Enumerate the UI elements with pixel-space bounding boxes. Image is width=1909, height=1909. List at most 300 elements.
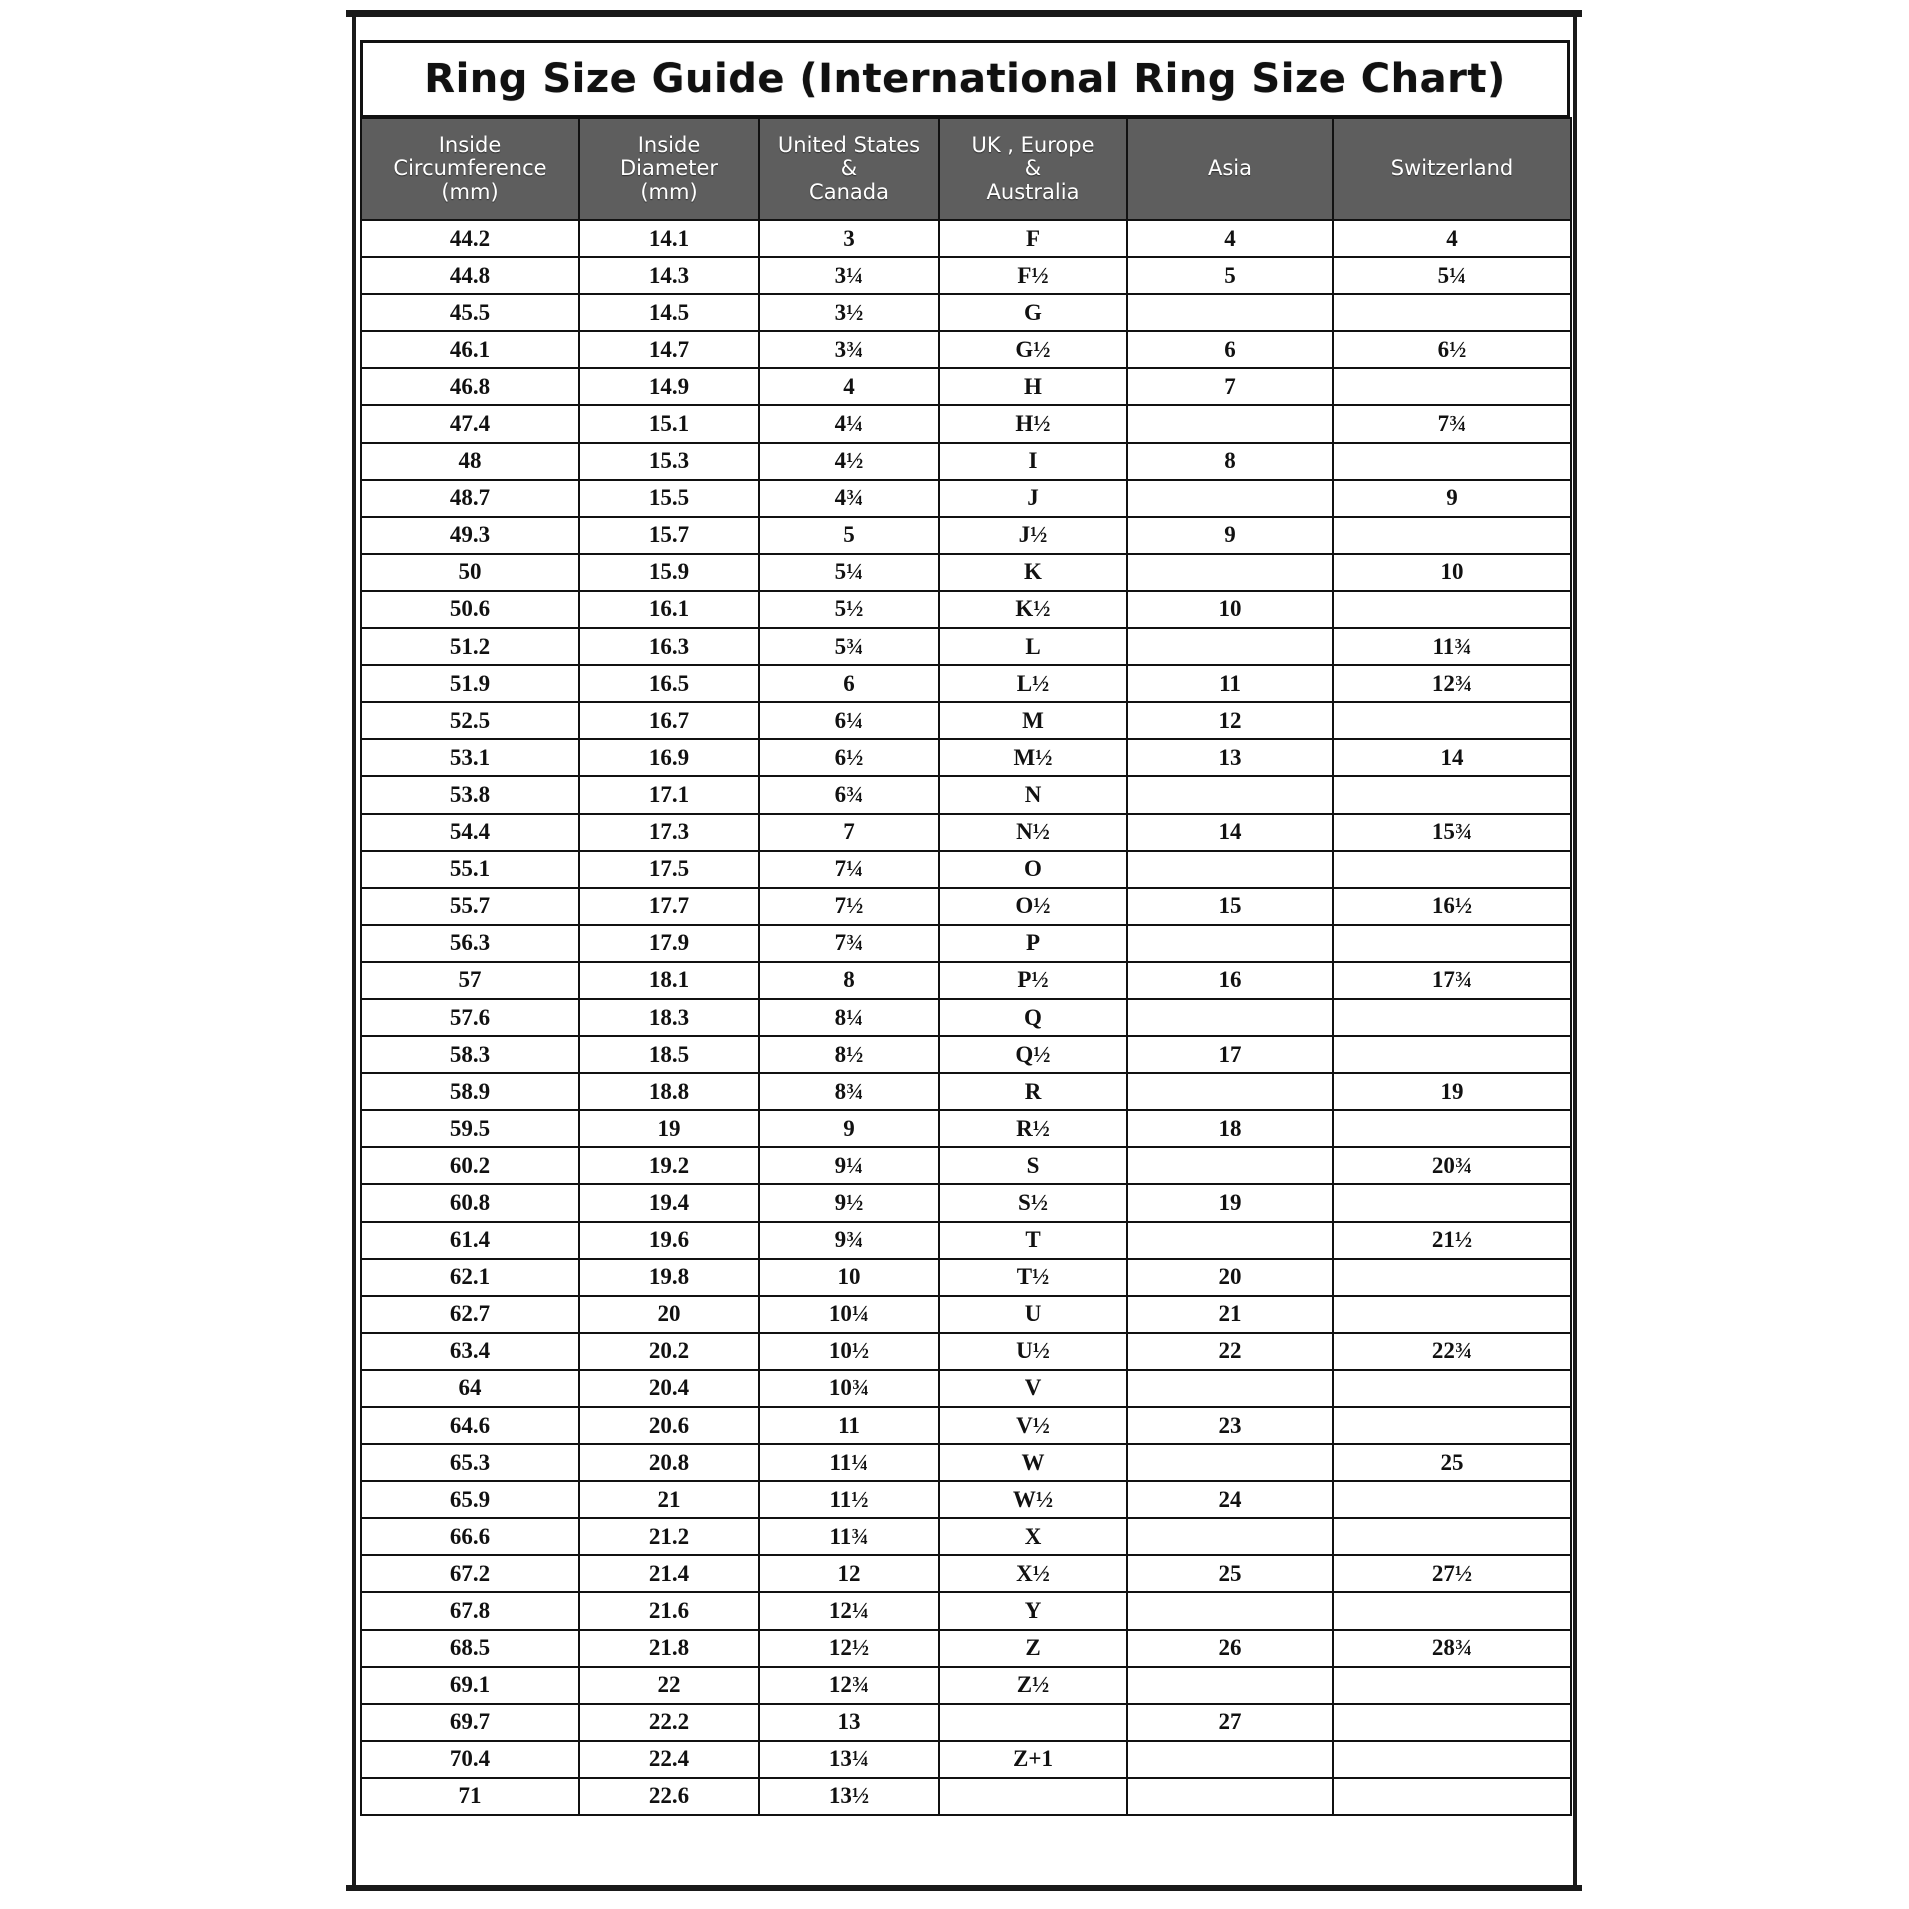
cell-inside-diameter: 19.8 <box>579 1259 759 1296</box>
cell-inside-diameter: 19.6 <box>579 1222 759 1259</box>
cell-asia: 16 <box>1127 962 1333 999</box>
cell-asia: 14 <box>1127 814 1333 851</box>
cell-us-canada: 8¼ <box>759 999 939 1036</box>
cell-asia <box>1127 1667 1333 1704</box>
column-header-us-canada: United States & Canada <box>759 118 939 220</box>
cell-switzerland: 17¾ <box>1333 962 1571 999</box>
cell-asia: 20 <box>1127 1259 1333 1296</box>
cell-asia: 4 <box>1127 220 1333 257</box>
cell-switzerland <box>1333 1296 1571 1333</box>
cell-switzerland <box>1333 591 1571 628</box>
cell-inside-diameter: 20.8 <box>579 1444 759 1481</box>
cell-us-canada: 9 <box>759 1110 939 1147</box>
table-row <box>361 294 1571 331</box>
cell-uk-europe-australia: Z+1 <box>939 1741 1127 1778</box>
cell-switzerland: 14 <box>1333 739 1571 776</box>
cell-inside-circumference: 56.3 <box>361 925 579 962</box>
table-row <box>361 517 1571 554</box>
cell-inside-circumference: 66.6 <box>361 1518 579 1555</box>
cell-switzerland <box>1333 1667 1571 1704</box>
cell-uk-europe-australia: R <box>939 1073 1127 1110</box>
cell-uk-europe-australia: Y <box>939 1592 1127 1629</box>
cell-asia: 9 <box>1127 517 1333 554</box>
cell-uk-europe-australia: K <box>939 554 1127 591</box>
cell-switzerland: 28¾ <box>1333 1630 1571 1667</box>
cell-uk-europe-australia: V½ <box>939 1407 1127 1444</box>
cell-inside-circumference: 46.1 <box>361 331 579 368</box>
cell-inside-circumference: 46.8 <box>361 368 579 405</box>
cell-inside-circumference: 67.2 <box>361 1555 579 1592</box>
cell-us-canada: 3¼ <box>759 257 939 294</box>
cell-inside-diameter: 22.2 <box>579 1704 759 1741</box>
cell-us-canada: 7 <box>759 814 939 851</box>
table-row <box>361 1555 1571 1592</box>
table-row <box>361 1444 1571 1481</box>
cell-asia <box>1127 1592 1333 1629</box>
table-header-row <box>361 118 1571 220</box>
cell-switzerland: 10 <box>1333 554 1571 591</box>
table-row <box>361 1704 1571 1741</box>
cell-asia: 11 <box>1127 665 1333 702</box>
cell-us-canada: 3½ <box>759 294 939 331</box>
cell-inside-diameter: 21 <box>579 1481 759 1518</box>
table-row <box>361 665 1571 702</box>
cell-us-canada: 10½ <box>759 1333 939 1370</box>
cell-us-canada: 7½ <box>759 888 939 925</box>
cell-uk-europe-australia: K½ <box>939 591 1127 628</box>
cell-uk-europe-australia: Q <box>939 999 1127 1036</box>
cell-inside-diameter: 22 <box>579 1667 759 1704</box>
cell-inside-circumference: 57.6 <box>361 999 579 1036</box>
cell-us-canada: 3 <box>759 220 939 257</box>
cell-switzerland: 5¼ <box>1333 257 1571 294</box>
cell-uk-europe-australia: R½ <box>939 1110 1127 1147</box>
cell-us-canada: 4¾ <box>759 480 939 517</box>
cell-us-canada: 13¼ <box>759 1741 939 1778</box>
cell-switzerland <box>1333 925 1571 962</box>
cell-asia: 18 <box>1127 1110 1333 1147</box>
cell-uk-europe-australia: Z½ <box>939 1667 1127 1704</box>
cell-inside-diameter: 22.4 <box>579 1741 759 1778</box>
cell-inside-diameter: 16.9 <box>579 739 759 776</box>
cell-us-canada: 11½ <box>759 1481 939 1518</box>
table-row <box>361 1296 1571 1333</box>
cell-inside-circumference: 48 <box>361 443 579 480</box>
cell-switzerland: 7¾ <box>1333 405 1571 442</box>
cell-inside-diameter: 16.5 <box>579 665 759 702</box>
cell-asia: 22 <box>1127 1333 1333 1370</box>
cell-inside-diameter: 15.7 <box>579 517 759 554</box>
cell-asia: 27 <box>1127 1704 1333 1741</box>
cell-us-canada: 5 <box>759 517 939 554</box>
cell-asia <box>1127 554 1333 591</box>
table-row <box>361 405 1571 442</box>
table-row <box>361 1630 1571 1667</box>
cell-uk-europe-australia: O½ <box>939 888 1127 925</box>
cell-inside-circumference: 62.7 <box>361 1296 579 1333</box>
cell-asia <box>1127 1778 1333 1815</box>
table-row <box>361 702 1571 739</box>
cell-asia <box>1127 405 1333 442</box>
cell-us-canada: 10 <box>759 1259 939 1296</box>
cell-inside-diameter: 14.3 <box>579 257 759 294</box>
table-row <box>361 1147 1571 1184</box>
cell-uk-europe-australia: X½ <box>939 1555 1127 1592</box>
cell-asia: 15 <box>1127 888 1333 925</box>
cell-inside-circumference: 62.1 <box>361 1259 579 1296</box>
cell-inside-circumference: 53.8 <box>361 776 579 813</box>
table-row <box>361 554 1571 591</box>
page-left-edge <box>352 16 356 1886</box>
cell-asia <box>1127 999 1333 1036</box>
cell-us-canada: 4 <box>759 368 939 405</box>
cell-switzerland <box>1333 851 1571 888</box>
cell-inside-diameter: 15.1 <box>579 405 759 442</box>
cell-us-canada: 6½ <box>759 739 939 776</box>
table-row <box>361 1259 1571 1296</box>
cell-switzerland <box>1333 1481 1571 1518</box>
cell-switzerland <box>1333 1741 1571 1778</box>
cell-inside-diameter: 18.5 <box>579 1036 759 1073</box>
table-row <box>361 480 1571 517</box>
table-row <box>361 220 1571 257</box>
cell-inside-diameter: 15.3 <box>579 443 759 480</box>
cell-switzerland <box>1333 1259 1571 1296</box>
cell-us-canada: 4¼ <box>759 405 939 442</box>
cell-asia: 6 <box>1127 331 1333 368</box>
cell-uk-europe-australia: M <box>939 702 1127 739</box>
cell-inside-circumference: 55.7 <box>361 888 579 925</box>
cell-asia <box>1127 1222 1333 1259</box>
table-body <box>361 220 1571 1815</box>
cell-inside-diameter: 22.6 <box>579 1778 759 1815</box>
cell-inside-circumference: 50.6 <box>361 591 579 628</box>
cell-asia <box>1127 776 1333 813</box>
table-row <box>361 925 1571 962</box>
table-row <box>361 1592 1571 1629</box>
cell-inside-diameter: 20.4 <box>579 1370 759 1407</box>
cell-switzerland <box>1333 1704 1571 1741</box>
cell-switzerland: 25 <box>1333 1444 1571 1481</box>
cell-asia <box>1127 1518 1333 1555</box>
column-header-switzerland: Switzerland <box>1333 118 1571 220</box>
cell-inside-circumference: 53.1 <box>361 739 579 776</box>
cell-uk-europe-australia: V <box>939 1370 1127 1407</box>
cell-inside-diameter: 18.8 <box>579 1073 759 1110</box>
cell-inside-diameter: 14.9 <box>579 368 759 405</box>
cell-switzerland: 11¾ <box>1333 628 1571 665</box>
cell-asia: 25 <box>1127 1555 1333 1592</box>
cell-inside-circumference: 51.9 <box>361 665 579 702</box>
cell-inside-circumference: 64.6 <box>361 1407 579 1444</box>
cell-inside-circumference: 50 <box>361 554 579 591</box>
cell-inside-diameter: 21.2 <box>579 1518 759 1555</box>
cell-inside-circumference: 63.4 <box>361 1333 579 1370</box>
cell-uk-europe-australia: U <box>939 1296 1127 1333</box>
cell-us-canada: 6 <box>759 665 939 702</box>
cell-uk-europe-australia: P½ <box>939 962 1127 999</box>
table-row <box>361 628 1571 665</box>
cell-inside-diameter: 16.3 <box>579 628 759 665</box>
table-row <box>361 1481 1571 1518</box>
cell-inside-circumference: 52.5 <box>361 702 579 739</box>
cell-inside-circumference: 64 <box>361 1370 579 1407</box>
cell-us-canada: 11¾ <box>759 1518 939 1555</box>
page-right-edge <box>1573 16 1577 1886</box>
cell-inside-circumference: 51.2 <box>361 628 579 665</box>
table-row <box>361 1407 1571 1444</box>
page-title: Ring Size Guide (International Ring Size Chart) <box>424 56 1506 102</box>
ring-size-chart <box>360 40 1570 1816</box>
cell-switzerland: 6½ <box>1333 331 1571 368</box>
cell-asia <box>1127 294 1333 331</box>
cell-inside-diameter: 21.8 <box>579 1630 759 1667</box>
cell-asia: 17 <box>1127 1036 1333 1073</box>
cell-switzerland: 12¾ <box>1333 665 1571 702</box>
table-row <box>361 962 1571 999</box>
table-row <box>361 1741 1571 1778</box>
cell-switzerland <box>1333 702 1571 739</box>
cell-switzerland <box>1333 294 1571 331</box>
table-row <box>361 591 1571 628</box>
cell-asia: 7 <box>1127 368 1333 405</box>
cell-asia <box>1127 1147 1333 1184</box>
ring-size-table <box>360 117 1572 1816</box>
cell-inside-diameter: 21.6 <box>579 1592 759 1629</box>
page-bottom-rule <box>346 1885 1582 1891</box>
cell-switzerland: 9 <box>1333 480 1571 517</box>
cell-switzerland <box>1333 517 1571 554</box>
cell-asia: 23 <box>1127 1407 1333 1444</box>
cell-inside-diameter: 21.4 <box>579 1555 759 1592</box>
cell-switzerland: 19 <box>1333 1073 1571 1110</box>
cell-asia <box>1127 1741 1333 1778</box>
cell-us-canada: 6¼ <box>759 702 939 739</box>
cell-asia <box>1127 1073 1333 1110</box>
cell-switzerland <box>1333 1110 1571 1147</box>
cell-asia: 5 <box>1127 257 1333 294</box>
table-row <box>361 888 1571 925</box>
cell-uk-europe-australia: F <box>939 220 1127 257</box>
cell-inside-circumference: 58.3 <box>361 1036 579 1073</box>
cell-uk-europe-australia: L <box>939 628 1127 665</box>
cell-switzerland: 4 <box>1333 220 1571 257</box>
cell-uk-europe-australia: M½ <box>939 739 1127 776</box>
cell-us-canada: 8½ <box>759 1036 939 1073</box>
cell-asia: 26 <box>1127 1630 1333 1667</box>
cell-us-canada: 9½ <box>759 1184 939 1221</box>
cell-us-canada: 3¾ <box>759 331 939 368</box>
cell-uk-europe-australia: H <box>939 368 1127 405</box>
cell-switzerland <box>1333 1407 1571 1444</box>
cell-inside-circumference: 70.4 <box>361 1741 579 1778</box>
cell-inside-diameter: 17.1 <box>579 776 759 813</box>
cell-asia <box>1127 480 1333 517</box>
cell-inside-diameter: 20.6 <box>579 1407 759 1444</box>
cell-switzerland: 21½ <box>1333 1222 1571 1259</box>
cell-asia: 19 <box>1127 1184 1333 1221</box>
cell-uk-europe-australia: W <box>939 1444 1127 1481</box>
cell-inside-circumference: 71 <box>361 1778 579 1815</box>
cell-inside-diameter: 17.3 <box>579 814 759 851</box>
cell-inside-diameter: 19 <box>579 1110 759 1147</box>
cell-us-canada: 9¼ <box>759 1147 939 1184</box>
cell-inside-diameter: 19.2 <box>579 1147 759 1184</box>
cell-uk-europe-australia: H½ <box>939 405 1127 442</box>
cell-inside-circumference: 60.8 <box>361 1184 579 1221</box>
table-row <box>361 1036 1571 1073</box>
cell-switzerland <box>1333 368 1571 405</box>
cell-inside-diameter: 18.3 <box>579 999 759 1036</box>
cell-us-canada: 12½ <box>759 1630 939 1667</box>
cell-inside-circumference: 55.1 <box>361 851 579 888</box>
cell-asia: 21 <box>1127 1296 1333 1333</box>
cell-uk-europe-australia: J <box>939 480 1127 517</box>
cell-uk-europe-australia: J½ <box>939 517 1127 554</box>
cell-inside-circumference: 47.4 <box>361 405 579 442</box>
table-row <box>361 776 1571 813</box>
cell-us-canada: 5½ <box>759 591 939 628</box>
cell-inside-circumference: 58.9 <box>361 1073 579 1110</box>
cell-inside-circumference: 61.4 <box>361 1222 579 1259</box>
cell-us-canada: 11¼ <box>759 1444 939 1481</box>
cell-inside-circumference: 65.9 <box>361 1481 579 1518</box>
cell-uk-europe-australia: P <box>939 925 1127 962</box>
page-top-rule <box>346 10 1582 17</box>
cell-uk-europe-australia: Q½ <box>939 1036 1127 1073</box>
cell-inside-circumference: 69.1 <box>361 1667 579 1704</box>
cell-uk-europe-australia <box>939 1778 1127 1815</box>
table-row <box>361 1518 1571 1555</box>
column-header-inside-circumference: Inside Circumference (mm) <box>361 118 579 220</box>
cell-us-canada: 5¼ <box>759 554 939 591</box>
table-row <box>361 1333 1571 1370</box>
cell-switzerland: 16½ <box>1333 888 1571 925</box>
cell-inside-diameter: 20 <box>579 1296 759 1333</box>
cell-us-canada: 12 <box>759 1555 939 1592</box>
cell-switzerland <box>1333 1518 1571 1555</box>
cell-switzerland: 15¾ <box>1333 814 1571 851</box>
cell-asia: 24 <box>1127 1481 1333 1518</box>
cell-inside-diameter: 15.5 <box>579 480 759 517</box>
table-header <box>361 118 1571 220</box>
cell-switzerland: 27½ <box>1333 1555 1571 1592</box>
cell-inside-diameter: 15.9 <box>579 554 759 591</box>
cell-asia: 13 <box>1127 739 1333 776</box>
cell-inside-diameter: 16.7 <box>579 702 759 739</box>
table-row <box>361 257 1571 294</box>
cell-inside-diameter: 14.1 <box>579 220 759 257</box>
cell-inside-diameter: 16.1 <box>579 591 759 628</box>
cell-uk-europe-australia: X <box>939 1518 1127 1555</box>
cell-asia: 10 <box>1127 591 1333 628</box>
table-row <box>361 1778 1571 1815</box>
cell-uk-europe-australia: W½ <box>939 1481 1127 1518</box>
cell-switzerland <box>1333 443 1571 480</box>
cell-us-canada: 8 <box>759 962 939 999</box>
cell-uk-europe-australia: N½ <box>939 814 1127 851</box>
cell-us-canada: 13½ <box>759 1778 939 1815</box>
column-header-inside-diameter: Inside Diameter (mm) <box>579 118 759 220</box>
cell-uk-europe-australia: T½ <box>939 1259 1127 1296</box>
cell-inside-circumference: 59.5 <box>361 1110 579 1147</box>
table-row <box>361 1370 1571 1407</box>
cell-asia <box>1127 1370 1333 1407</box>
cell-inside-circumference: 69.7 <box>361 1704 579 1741</box>
cell-asia: 8 <box>1127 443 1333 480</box>
cell-uk-europe-australia: U½ <box>939 1333 1127 1370</box>
cell-inside-diameter: 19.4 <box>579 1184 759 1221</box>
cell-uk-europe-australia: T <box>939 1222 1127 1259</box>
cell-switzerland: 20¾ <box>1333 1147 1571 1184</box>
cell-uk-europe-australia: Z <box>939 1630 1127 1667</box>
cell-us-canada: 10¾ <box>759 1370 939 1407</box>
table-row <box>361 814 1571 851</box>
table-row <box>361 1073 1571 1110</box>
cell-inside-circumference: 44.8 <box>361 257 579 294</box>
cell-switzerland <box>1333 1184 1571 1221</box>
cell-inside-diameter: 18.1 <box>579 962 759 999</box>
cell-inside-circumference: 54.4 <box>361 814 579 851</box>
cell-uk-europe-australia: L½ <box>939 665 1127 702</box>
cell-switzerland <box>1333 1036 1571 1073</box>
cell-inside-diameter: 17.5 <box>579 851 759 888</box>
cell-us-canada: 10¼ <box>759 1296 939 1333</box>
cell-switzerland <box>1333 1778 1571 1815</box>
cell-inside-circumference: 57 <box>361 962 579 999</box>
cell-uk-europe-australia: O <box>939 851 1127 888</box>
table-row <box>361 368 1571 405</box>
cell-uk-europe-australia: S <box>939 1147 1127 1184</box>
column-header-uk-europe-australia: UK , Europe & Australia <box>939 118 1127 220</box>
cell-inside-circumference: 45.5 <box>361 294 579 331</box>
cell-us-canada: 12¾ <box>759 1667 939 1704</box>
cell-inside-circumference: 60.2 <box>361 1147 579 1184</box>
cell-inside-diameter: 20.2 <box>579 1333 759 1370</box>
cell-us-canada: 12¼ <box>759 1592 939 1629</box>
cell-inside-circumference: 68.5 <box>361 1630 579 1667</box>
cell-us-canada: 9¾ <box>759 1222 939 1259</box>
cell-inside-diameter: 17.7 <box>579 888 759 925</box>
chart-title-box <box>360 40 1570 117</box>
cell-inside-diameter: 14.7 <box>579 331 759 368</box>
cell-uk-europe-australia: I <box>939 443 1127 480</box>
cell-uk-europe-australia: G <box>939 294 1127 331</box>
cell-asia <box>1127 851 1333 888</box>
cell-inside-circumference: 49.3 <box>361 517 579 554</box>
cell-asia <box>1127 628 1333 665</box>
cell-inside-circumference: 65.3 <box>361 1444 579 1481</box>
cell-us-canada: 8¾ <box>759 1073 939 1110</box>
cell-inside-circumference: 67.8 <box>361 1592 579 1629</box>
cell-switzerland: 22¾ <box>1333 1333 1571 1370</box>
cell-us-canada: 7¾ <box>759 925 939 962</box>
cell-asia <box>1127 1444 1333 1481</box>
cell-us-canada: 6¾ <box>759 776 939 813</box>
column-header-asia: Asia <box>1127 118 1333 220</box>
cell-uk-europe-australia <box>939 1704 1127 1741</box>
table-row <box>361 331 1571 368</box>
table-row <box>361 1110 1571 1147</box>
cell-us-canada: 5¾ <box>759 628 939 665</box>
table-row <box>361 1222 1571 1259</box>
cell-switzerland <box>1333 999 1571 1036</box>
cell-switzerland <box>1333 1370 1571 1407</box>
cell-us-canada: 13 <box>759 1704 939 1741</box>
cell-uk-europe-australia: F½ <box>939 257 1127 294</box>
cell-us-canada: 4½ <box>759 443 939 480</box>
cell-us-canada: 11 <box>759 1407 939 1444</box>
